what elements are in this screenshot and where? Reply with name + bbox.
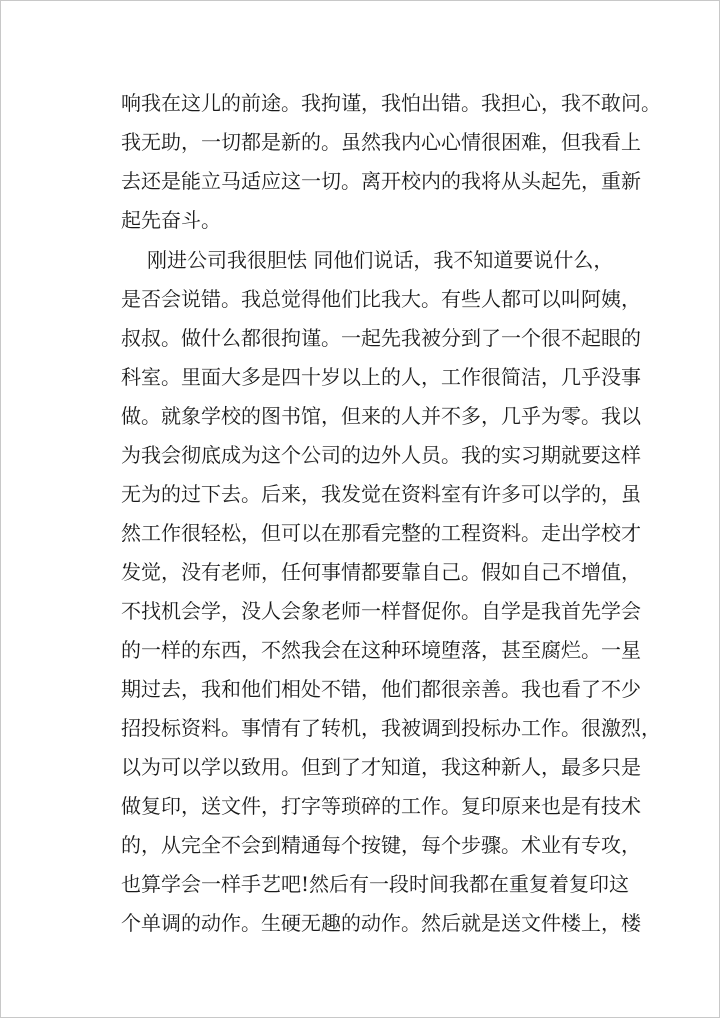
paragraph-2-line-7: 无为的过下去。后来，我发觉在资料室有许多可以学的，虽 — [121, 482, 641, 506]
paragraph-2-line-4: 科室。里面大多是四十岁以上的人，工作很简洁，几乎没事 — [121, 365, 641, 389]
paragraph-2-line-16: 的，从完全不会到精通每个按键，每个步骤。术业有专攻， — [121, 833, 641, 857]
paragraph-2-line-1: 刚进公司我很胆怯 同他们说话，我不知道要说什么， — [147, 248, 614, 272]
paragraph-2-line-14: 以为可以学以致用。但到了才知道，我这种新人，最多只是 — [121, 755, 641, 779]
paragraph-2-line-6: 为我会彻底成为这个公司的边外人员。我的实习期就要这样 — [121, 443, 641, 467]
paragraph-1-line-2: 我无助，一切都是新的。虽然我内心心情很困难，但我看上 — [121, 130, 641, 154]
paragraph-1-line-3: 去还是能立马适应这一切。离开校内的我将从头起先，重新 — [121, 169, 641, 193]
paragraph-2-line-13: 招投标资料。事情有了转机，我被调到投标办工作。很激烈， — [121, 716, 661, 740]
paragraph-1-line-1: 响我在这儿的前途。我拘谨，我怕出错。我担心，我不敢问。 — [121, 91, 661, 115]
paragraph-2-line-8: 然工作很轻松，但可以在那看完整的工程资料。走出学校才 — [121, 521, 641, 545]
paragraph-2-line-9: 发觉，没有老师，任何事情都要靠自己。假如自己不增值， — [121, 560, 641, 584]
paragraph-2-line-10: 不找机会学，没人会象老师一样督促你。自学是我首先学会 — [121, 599, 641, 623]
paragraph-1-line-4: 起先奋斗。 — [121, 208, 221, 232]
paragraph-2-line-18: 个单调的动作。生硬无趣的动作。然后就是送文件楼上，楼 — [121, 911, 641, 935]
paragraph-2-line-15: 做复印，送文件，打字等琐碎的工作。复印原来也是有技术 — [121, 794, 641, 818]
paragraph-2-line-17: 也算学会一样手艺吧!然后有一段时间我都在重复着复印这 — [121, 872, 630, 896]
paragraph-2-line-12: 期过去，我和他们相处不错，他们都很亲善。我也看了不少 — [121, 677, 641, 701]
paragraph-2-line-2: 是否会说错。我总觉得他们比我大。有些人都可以叫阿姨， — [121, 287, 641, 311]
paragraph-2-line-5: 做。就象学校的图书馆，但来的人并不多，几乎为零。我以 — [121, 404, 641, 428]
paragraph-2-line-3: 叔叔。做什么都很拘谨。一起先我被分到了一个很不起眼的 — [121, 326, 641, 350]
paragraph-2-line-11: 的一样的东西，不然我会在这种环境堕落，甚至腐烂。一星 — [121, 638, 641, 662]
